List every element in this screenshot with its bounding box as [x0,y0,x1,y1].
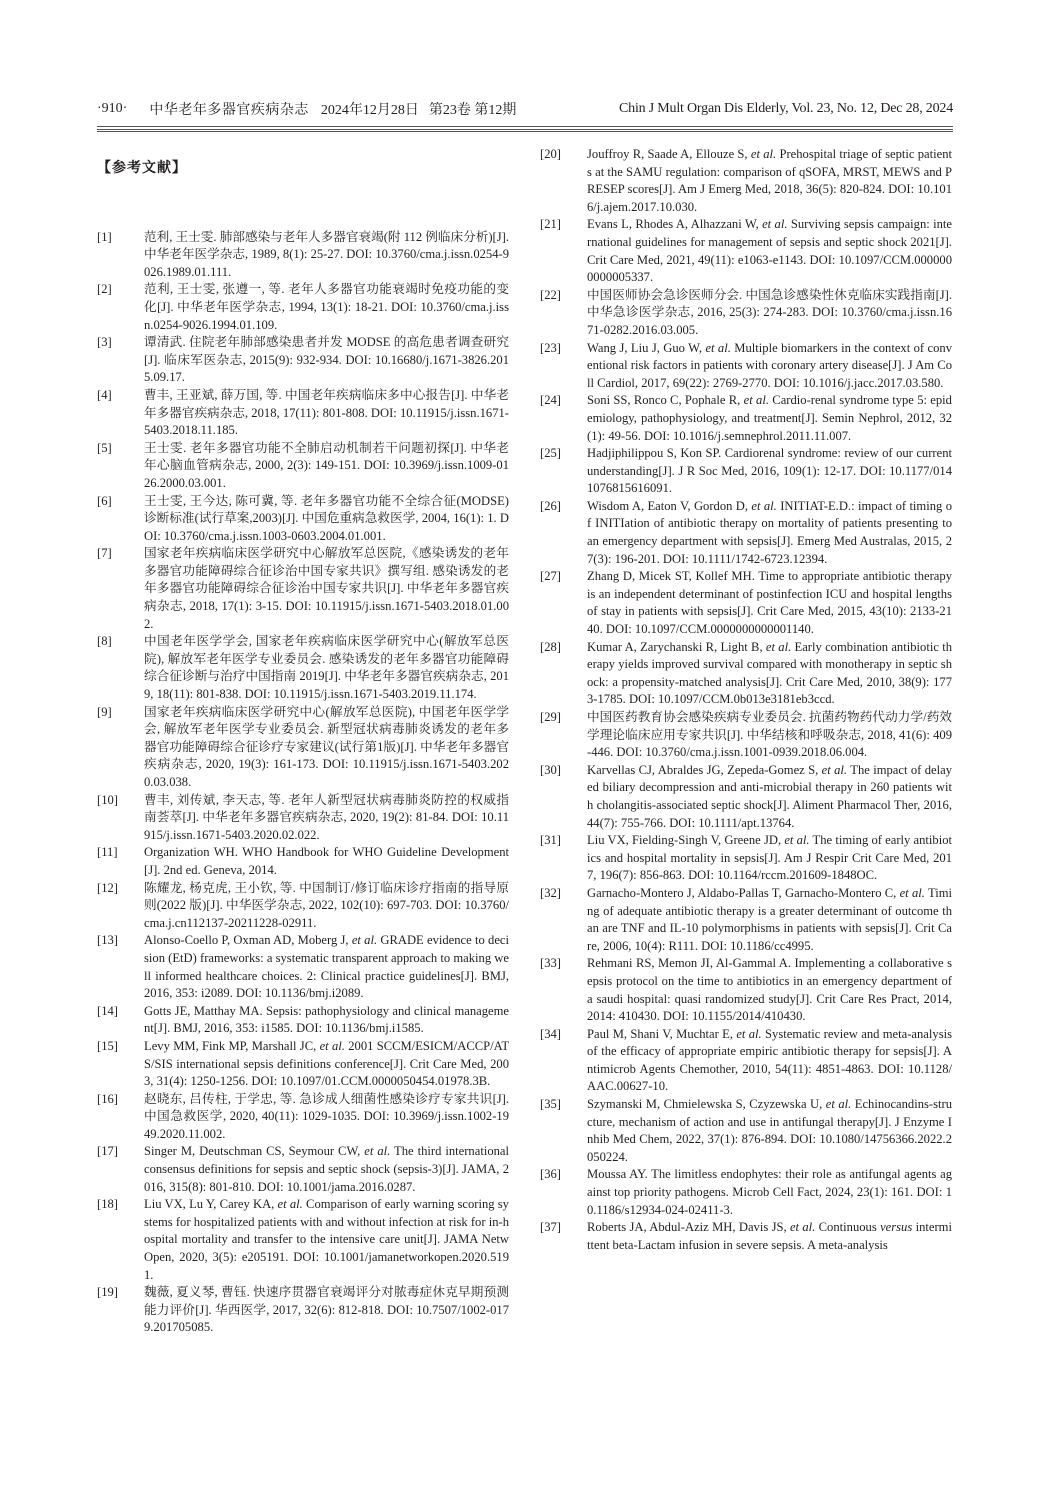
reference-text: Szymanski M, Chmielewska S, Czyzewska U, et al. Echinocandins-structure, mechanism of action and use in antifungal therapy[J]. J Enzyme Inhib Med Chem, 2022, 37(1): 876-894. DOI: 10.1080/14756366.2022.2050224. [587,1097,952,1164]
reference-number: [5] [97,440,112,455]
volume-issue-cn: 第23卷 第12期 [428,103,517,118]
reference-text: Alonso-Coello P, Oxman AD, Moberg J, et al. GRADE evidence to decision (EtD) frameworks: a systematic transparent approach to making well informed healthcare choices. 2: Clinical practice guidelines[J]. BMJ, 2016, 353: i2089. DOI: 10.1136/bmj.i2089. [144,933,509,1001]
reference-text: Organization WH. WHO Handbook for WHO Guideline Development[J]. 2nd ed. Geneva, 2014. [144,845,509,877]
reference-number: [36] [540,1167,561,1182]
journal-title-cn: 中华老年多器官疾病杂志 [149,103,309,118]
reference-list-left [97,229,509,1337]
reference-item [97,844,509,879]
reference-text: 陈耀龙, 杨克虎, 王小钦, 等. 中国制订/修订临床诊疗指南的指导原则(2022 版)[J]. 中华医学杂志, 2022, 102(10): 697-703. DOI: 10.3760/cma.j.cn112137-20211228-02911. [144,880,509,930]
reference-item [97,1038,509,1091]
references-column-right [540,146,952,1254]
reference-item [540,1096,952,1166]
reference-text: Hadjiphilippou S, Kon SP. Cardiorenal syndrome: review of our current understanding[J]. J R Soc Med, 2016, 109(1): 12-17. DOI: 10.1177/0141076815616091. [587,446,952,496]
reference-item [97,229,509,282]
reference-item [97,1003,509,1038]
issue-date-cn: 2024年12月28日 [320,103,419,118]
reference-text: 曹丰, 王亚斌, 薛万国, 等. 中国老年疾病临床多中心报告[J]. 中华老年多器官疾病杂志, 2018, 17(11): 801-808. DOI: 10.11915/j.issn.1671-5403.2018.11.185. [144,387,509,438]
reference-text: 王士雯. 老年多器官功能不全肺启动机制若干问题初探[J]. 中华老年心脑血管病杂志, 2000, 2(3): 149-151. DOI: 10.3969/j.issn.1009-0126.2000.03.001. [144,440,509,490]
reference-text: 赵晓东, 吕传柱, 于学忠, 等. 急诊成人细菌性感染诊疗专家共识[J]. 中国急救医学, 2020, 40(11): 1029-1035. DOI: 10.3969/j.issn.1002-1949.2020.11.002. [144,1091,509,1141]
reference-number: [19] [97,1285,118,1300]
reference-item [97,493,509,546]
reference-item [97,334,509,387]
reference-item [97,545,509,633]
reference-item [97,1196,509,1284]
reference-item [97,792,509,845]
reference-item [540,1219,952,1254]
reference-number: [8] [97,634,112,649]
reference-text: 范利, 王士雯. 肺部感染与老年人多器官衰竭(附 112 例临床分析)[J]. 中华老年医学杂志, 1989, 8(1): 25-27. DOI: 10.3760/cma.j.issn.0254-9026.1989.01.111. [144,229,509,279]
reference-item [540,340,952,393]
reference-number: [33] [540,956,561,971]
reference-text: Soni SS, Ronco C, Pophale R, et al. Cardio-renal syndrome type 5: epidemiology, pathophysiology, and treatment[J]. Semin Nephrol, 2012, 32(1): 49-56. DOI: 10.1016/j.semnephrol.2011.11.007. [587,393,952,443]
reference-text: 曹丰, 刘传斌, 李天志, 等. 老年人新型冠状病毒肺炎防控的权威指南荟萃[J]. 中华老年多器官疾病杂志, 2020, 19(2): 81-84. DOI: 10.11915/j.issn.1671-5403.2020.02.022. [144,792,509,842]
reference-item [97,281,509,334]
journal-citation-en: Chin J Mult Organ Dis Elderly, Vol. 23, No. 12, Dec 28, 2024 [619,101,953,116]
reference-text: 王士雯, 王今达, 陈可冀, 等. 老年多器官功能不全综合征(MODSE)诊断标准(试行草案,2003)[J]. 中国危重病急救医学, 2004, 16(1): 1. DOI: 10.3760/cma.j.issn.1003-0603.2004.01.001. [144,493,509,543]
reference-number: [25] [540,446,561,461]
reference-number: [24] [540,393,561,408]
reference-number: [22] [540,287,561,302]
reference-item [540,568,952,638]
reference-text: 中国医药教育协会感染疾病专业委员会. 抗菌药物药代动力学/药效学理论临床应用专家共识[J]. 中华结核和呼吸杂志, 2018, 41(6): 409-446. DOI: 10.3760/cma.j.issn.1001-0939.2018.06.004. [587,710,952,760]
reference-text: 国家老年疾病临床医学研究中心解放军总医院,《感染诱发的老年多器官功能障碍综合征诊治中国专家共识》撰写组. 感染诱发的老年多器官功能障碍综合征诊治中国专家共识[J]. 中华老年多器官疾病杂志, 2018, 17(1): 3-15. DOI: 10.11915/j.issn.1671-5403.2018.01.002. [144,546,509,631]
reference-number: [17] [97,1144,118,1159]
reference-text: Liu VX, Fielding-Singh V, Greene JD, et al. The timing of early antibiotics and hospital mortality in sepsis[J]. Am J Respir Crit Care Med, 2017, 196(7): 856-863. DOI: 10.1164/rccm.201609-1848OC. [587,833,953,883]
reference-number: [28] [540,639,561,654]
reference-text: Wisdom A, Eaton V, Gordon D, et al. INITIAT-E.D.: impact of timing of INITIation of antibiotic therapy on mortality of patients presenting to an emergency department with sepsis[J]. Emerg Med Australas, 2015, 27(3): 196-201. DOI: 10.1111/1742-6723.12394. [587,498,952,566]
reference-number: [20] [540,147,561,161]
reference-number: [31] [540,833,561,848]
references-column-left [97,160,509,1337]
reference-text: Wang J, Liu J, Guo W, et al. Multiple biomarkers in the context of conventional risk factors in patients with coronary artery disease[J]. J Am Coll Cardiol, 2017, 69(22): 2769-2770. DOI: 10.1016/j.jacc.2017.03.580. [587,340,952,390]
reference-text: Karvellas CJ, Abraldes JG, Zepeda-Gomez S, et al. The impact of delayed biliary decompression and anti-microbial therapy in 260 patients with cholangitis-associated septic shock[J]. Aliment Pharmacol Ther, 2016, 44(7): 755-766. DOI: 10.1111/apt.13764. [587,762,952,830]
page-number: ·910· [97,101,128,116]
reference-number: [21] [540,217,561,232]
header-rule-secondary [97,131,953,132]
reference-item [540,885,952,955]
reference-text: Rehmani RS, Memon JI, Al-Gammal A. Implementing a collaborative sepsis protocol on the time to antibiotics in an emergency department of a saudi hospital: quasi randomized study[J]. Crit Care Res Pract, 2014, 2014: 410430. DOI: 10.1155/2014/410430. [587,956,952,1024]
reference-item [540,832,952,885]
reference-item [97,1284,509,1337]
reference-item [97,1143,509,1196]
reference-number: [29] [540,710,561,724]
reference-item [97,932,509,1002]
reference-number: [10] [97,792,118,807]
reference-text: Evans L, Rhodes A, Alhazzani W, et al. Surviving sepsis campaign: international guidelines for management of sepsis and septic shock 2021[J]. Crit Care Med, 2021, 49(11): e1063-e1143. DOI: 10.1097/CCM.0000000000005337. [587,217,952,285]
reference-number: [15] [97,1038,118,1053]
header-rule [97,126,953,130]
reference-text: 中国医师协会急诊医师分会. 中国急诊感染性休克临床实践指南[J]. 中华急诊医学杂志, 2016, 25(3): 274-283. DOI: 10.3760/cma.j.issn.1671-0282.2016.03.005. [587,287,952,337]
reference-number: [27] [540,569,561,584]
reference-text: Paul M, Shani V, Muchtar E, et al. Systematic review and meta-analysis of the efficacy of appropriate empiric antibiotic therapy for sepsis[J]. Antimicrob Agents Chemother, 2010, 54(11): 4851-4863. DOI: 10.1128/AAC.00627-10. [587,1026,952,1094]
reference-number: [23] [540,340,561,355]
reference-item [540,445,952,498]
reference-number: [30] [540,762,561,777]
reference-item [540,146,952,216]
reference-item [540,709,952,762]
reference-number: [32] [540,885,561,900]
reference-item [540,392,952,445]
reference-number: [3] [97,335,112,350]
reference-text: Kumar A, Zarychanski R, Light B, et al. Early combination antibiotic therapy yields improved survival compared with monotherapy in septic shock: a propensity-matched analysis[J]. Crit Care Med, 2010, 38(9): 1773-1785. DOI: 10.1097/CCM.0b013e3181eb3ccd. [587,639,952,707]
reference-item [97,633,509,703]
reference-item [540,639,952,709]
reference-text: 魏薇, 夏义琴, 曹钰. 快速序贯器官衰竭评分对脓毒症休克早期预测能力评价[J]. 华西医学, 2017, 32(6): 812-818. DOI: 10.7507/1002-0179.201705085. [144,1285,509,1335]
reference-text: Jouffroy R, Saade A, Ellouze S, et al. Prehospital triage of septic patients at the SAMU regulation: comparison of qSOFA, MRST, MEWS and PRESEP scores[J]. Am J Emerg Med, 2018, 36(5): 820-824. DOI: 10.1016/j.ajem.2017.10.030. [587,147,952,214]
reference-text: 国家老年疾病临床医学研究中心(解放军总医院), 中国老年医学学会, 解放军老年医学专业委员会. 新型冠状病毒肺炎诱发的老年多器官功能障碍综合征诊疗专家建议(试行第1版)[J]. 中华老年多器官疾病杂志, 2020, 19(3): 161-173. DOI: 10.11915/j.issn.1671-5403.2020.03.038. [144,704,509,789]
reference-text: Liu VX, Lu Y, Carey KA, et al. Comparison of early warning scoring systems for hospitalized patients with and without infection at risk for in-hospital mortality and transfer to the intensive care unit[J]. JAMA Netw Open, 2020, 3(5): e205191. DOI: 10.1001/jamanetworkopen.2020.5191. [144,1197,509,1282]
reference-number: [26] [540,498,561,513]
reference-number: [2] [97,282,112,297]
reference-text: Moussa AY. The limitless endophytes: their role as antifungal agents against top priority pathogens. Microb Cell Fact, 2024, 23(1): 161. DOI: 10.1186/s12934-024-02411-3. [587,1167,952,1217]
reference-text: Roberts JA, Abdul-Aziz MH, Davis JS, et al. Continuous versus intermittent beta-Lactam infusion in severe sepsis. A meta-analysis [587,1220,952,1252]
reference-number: [9] [97,704,112,719]
reference-item [540,498,952,568]
reference-number: [12] [97,880,118,895]
reference-item [540,287,952,340]
reference-number: [6] [97,493,112,508]
reference-number: [11] [97,845,118,860]
reference-number: [18] [97,1197,118,1212]
reference-text: Zhang D, Micek ST, Kollef MH. Time to appropriate antibiotic therapy is an independent determinant of postinfection ICU and hospital lengths of stay in patients with sepsis[J]. Crit Care Med, 2015, 43(10): 2133-2140. DOI: 10.1097/CCM.0000000000001140. [587,569,952,637]
reference-text: 范利, 王士雯, 张遵一, 等. 老年人多器官功能衰竭时免疫功能的变化[J]. 中华老年医学杂志, 1994, 13(1): 18-21. DOI: 10.3760/cma.j.issn.0254-9026.1994.01.109. [144,282,509,332]
reference-text: Gotts JE, Matthay MA. Sepsis: pathophysiology and clinical management[J]. BMJ, 2016, 353: i1585. DOI: 10.1136/bmj.i1585. [144,1003,509,1036]
reference-number: [14] [97,1003,118,1018]
reference-number: [7] [97,546,112,561]
reference-item [97,1091,509,1144]
reference-number: [35] [540,1097,561,1112]
running-header [97,98,953,120]
reference-text: 谭清武. 住院老年肺部感染患者并发 MODSE 的高危患者调查研究[J]. 临床军医杂志, 2015(9): 932-934. DOI: 10.16680/j.1671-3826.2015.09.17. [144,335,509,385]
reference-text: 中国老年医学学会, 国家老年疾病临床医学研究中心(解放军总医院), 解放军老年医学专业委员会. 感染诱发的老年多器官功能障碍综合征诊断与治疗中国指南 2019[J]. 中华老年多器官疾病杂志, 2019, 18(11): 801-838. DOI: 10.11915/j.issn.1671-5403.2019.11.174. [144,634,509,702]
reference-number: [4] [97,387,112,402]
reference-item [97,387,509,440]
section-title: 【参考文献】 [97,160,187,176]
reference-number: [37] [540,1220,561,1235]
reference-item [540,955,952,1025]
reference-number: [16] [97,1091,118,1106]
reference-item [540,762,952,832]
reference-item [540,1026,952,1096]
reference-item [97,880,509,933]
reference-text: Garnacho-Montero J, Aldabo-Pallas T, Garnacho-Montero C, et al. Timing of adequate antibiotic therapy is a greater determinant of outcome than are TNF and IL-10 polymorphisms in patients with sepsis[J]. Crit Care, 2006, 10(4): R111. DOI: 10.1186/cc4995. [587,885,952,953]
reference-item [97,440,509,493]
reference-text: Levy MM, Fink MP, Marshall JC, et al. 2001 SCCM/ESICM/ACCP/ATS/SIS international sepsis definitions conference[J]. Crit Care Med, 2003, 31(4): 1250-1256. DOI: 10.1097/01.CCM.0000050454.01978.3B. [144,1038,510,1089]
reference-item [97,704,509,792]
reference-number: [13] [97,933,118,948]
reference-number: [34] [540,1026,561,1041]
reference-item [540,216,952,286]
reference-list-right [540,146,952,1254]
reference-number: [1] [97,229,112,244]
reference-item [540,1166,952,1219]
reference-text: Singer M, Deutschman CS, Seymour CW, et al. The third international consensus definitions for sepsis and septic shock (sepsis-3)[J]. JAMA, 2016, 315(8): 801-810. DOI: 10.1001/jama.2016.0287. [144,1144,510,1194]
